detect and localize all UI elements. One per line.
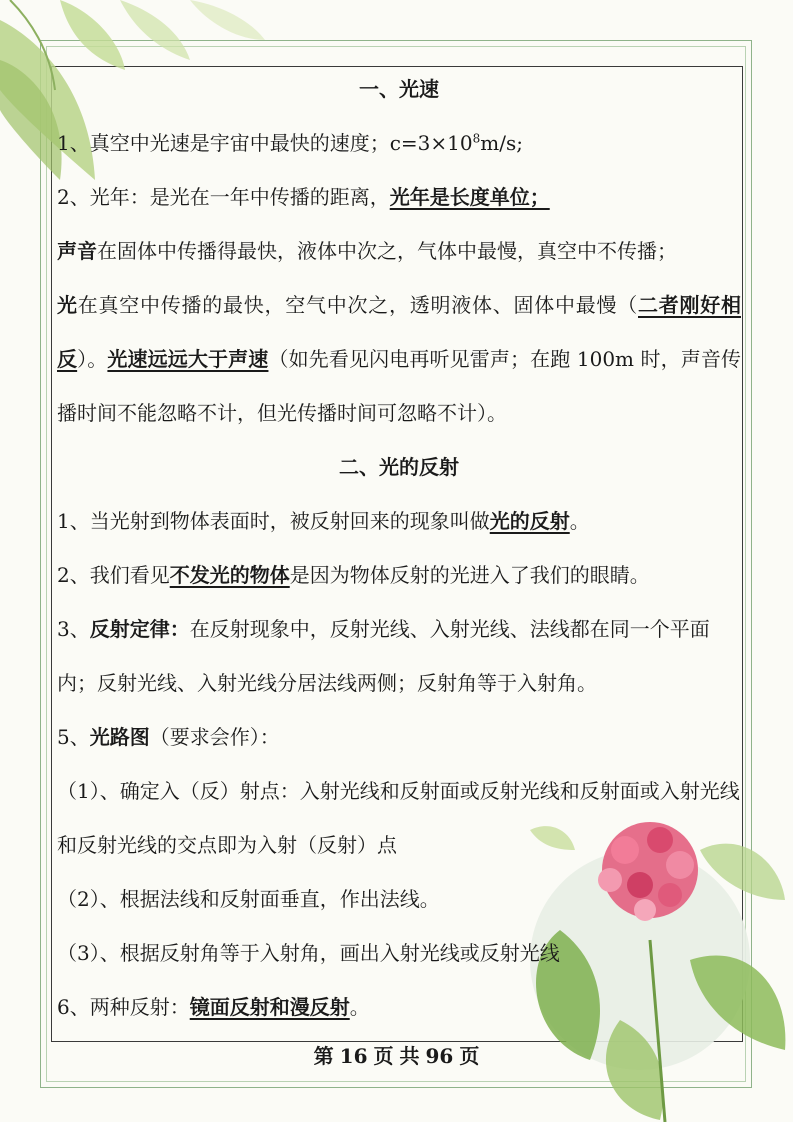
paragraph-reflection-def xyxy=(57,494,741,548)
text: （如先看见闪电再听见雷声；在跑 100m 时，声音传播时间不能忽略不计，但光传播时间可忽略不计）。 xyxy=(57,347,742,425)
emphasis-non-luminous: 不发光的物体 xyxy=(169,563,290,587)
total-page-number: 96 xyxy=(425,1044,454,1068)
text: 。 xyxy=(569,509,590,533)
emphasis-reflection-law: 反射定律： xyxy=(89,617,190,641)
text: ）。 xyxy=(77,347,108,371)
emphasis-opposite: 二者刚好相反 xyxy=(57,293,741,371)
page-footer xyxy=(0,1040,793,1072)
emphasis-light: 光 xyxy=(57,293,78,317)
step-1: （1）、确定入（反）射点：入射光线和反射面或反射光线和反射面或入射光线和反射光线的交点即为入射（反射）点 xyxy=(57,779,740,857)
text: 3、 xyxy=(57,617,90,641)
footer-word: 共 xyxy=(399,1044,420,1068)
emphasis-light-faster: 光速远远大于声速 xyxy=(107,347,269,371)
footer-word: 页 xyxy=(373,1044,394,1068)
paragraph-light-medium xyxy=(57,278,741,440)
text: 在固体中传播得最快，液体中次之，气体中最慢，真空中不传播； xyxy=(97,239,677,263)
text: 2、我们看见 xyxy=(57,563,170,587)
text: 1、当光射到物体表面时，被反射回来的现象叫做 xyxy=(57,509,490,533)
emphasis-reflection: 光的反射 xyxy=(489,509,570,533)
paragraph-reflection-law xyxy=(57,602,741,710)
paragraph-non-luminous xyxy=(57,548,741,602)
paragraph-sound xyxy=(57,224,741,278)
paragraph-light-path xyxy=(57,710,741,764)
text: 在反射现象中，反射光线、入射光线、法线都在同一个平面内；反射光线、入射光线分居法线两侧；反射角等于入射角。 xyxy=(57,617,710,695)
paragraph-two-reflections xyxy=(57,980,741,1034)
text: 是因为物体反射的光进入了我们的眼睛。 xyxy=(289,563,650,587)
text: m/s; xyxy=(480,131,523,155)
step-3: （3）、根据反射角等于入射角，画出入射光线或反射光线 xyxy=(57,941,560,965)
emphasis-light-path: 光路图 xyxy=(89,725,150,749)
text: 6、两种反射： xyxy=(57,995,190,1019)
section1-title: 一、光速 xyxy=(359,77,439,101)
superscript: 8 xyxy=(472,131,481,146)
text: 5、 xyxy=(57,725,90,749)
paragraph-light-year xyxy=(57,170,741,224)
paragraph-speed-of-light xyxy=(57,116,741,170)
text: 1、真空中光速是宇宙中最快的速度；c=3×10 xyxy=(57,131,473,155)
current-page-number: 16 xyxy=(339,1044,368,1068)
document-body xyxy=(57,62,741,1034)
text: 。 xyxy=(349,995,370,1019)
emphasis-light-year-unit: 光年是长度单位； xyxy=(389,185,550,209)
text: 2、光年：是光在一年中传播的距离， xyxy=(57,185,390,209)
footer-word: 第 xyxy=(313,1044,334,1068)
step-2: （2）、根据法线和反射面垂直，作出法线。 xyxy=(57,887,440,911)
emphasis-sound: 声音 xyxy=(57,239,97,263)
emphasis-two-reflections: 镜面反射和漫反射 xyxy=(189,995,350,1019)
section2-title: 二、光的反射 xyxy=(339,455,459,479)
text: （要求会作）： xyxy=(149,725,280,749)
footer-word: 页 xyxy=(459,1044,480,1068)
text: 在真空中传播的最快，空气中次之，透明液体、固体中最慢（ xyxy=(77,293,638,317)
